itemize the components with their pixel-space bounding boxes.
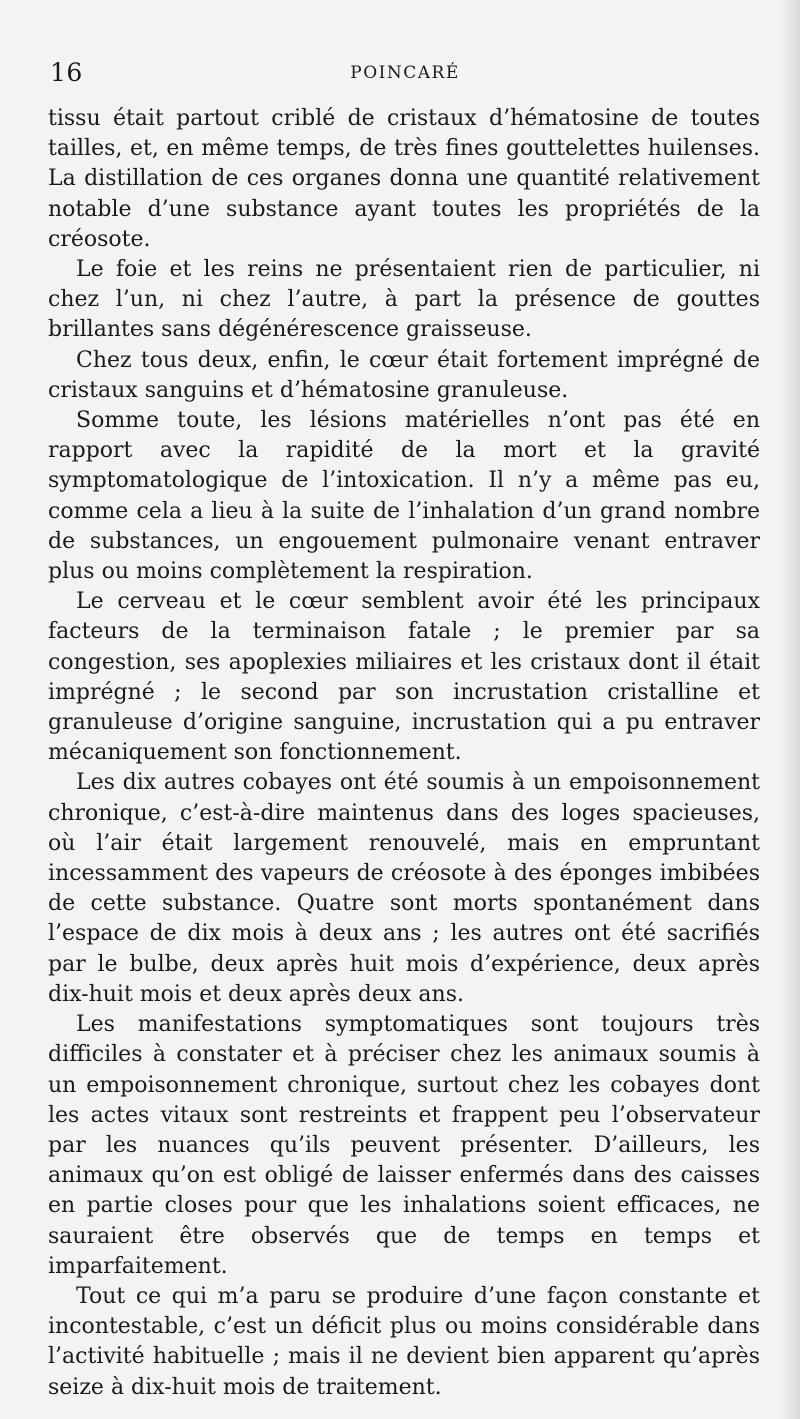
running-title: POINCARÉ (350, 63, 460, 83)
page-edge-shadow (778, 0, 800, 1419)
body-text (48, 104, 760, 1403)
paragraph: Tout ce qui m’a paru se produire d’une façon constante et incontestable, c’est un déficit plus ou moins considérable dans l’activité habituelle ; mais il ne devient bien apparent qu’après seize à dix-huit mois de traitement. (48, 1283, 760, 1400)
paragraph: Les dix autres cobayes ont été soumis à un empoisonnement chronique, c’est-à-dire maintenus dans des loges spacieuses, où l’air était largement renouvelé, mais en empruntant incessamment des vapeurs de créosote à des éponges imbibées de cette substance. Quatre sont morts spontanément dans l’espace de dix mois à deux ans ; les autres ont été sacrifiés par le bulbe, deux après huit mois d’expérience, deux après dix-huit mois et deux après deux ans. (48, 770, 760, 1007)
paragraph: Les manifestations symptomatiques sont toujours très difficiles à constater et à préciser chez les animaux soumis à un empoisonnement chronique, surtout chez les cobayes dont les actes vitaux sont restreints et frappent peu l’observateur par les nuances qu’ils peuvent présenter. D’ailleurs, les animaux qu’on est obligé de laisser enfermés dans des caisses en partie closes pour que les inhalations soient efficaces, ne sauraient être observés que de temps en temps et imparfaitement. (48, 1012, 760, 1279)
paragraph: Somme toute, les lésions matérielles n’ont pas été en rapport avec la rapidité de la mort et la gravité symptomatologique de l’intoxication. Il n’y a même pas eu, comme cela a lieu à la suite de l’inhalation d’un grand nombre de substances, un engouement pulmonaire venant entraver plus ou moins complètement la respiration. (48, 408, 760, 585)
paragraph: tissu était partout criblé de cristaux d’hématosine de toutes tailles, et, en même temps, de très fines gouttelettes huilenses. La distillation de ces organes donna une quantité relativement notable d’une substance ayant toutes les propriétés de la créosote. (48, 106, 760, 252)
paragraph: Le foie et les reins ne présentaient rien de particulier, ni chez l’un, ni chez l’autre, à part la présence de gouttes brillantes sans dégénérescence graisseuse. (48, 257, 760, 343)
page-number: 16 (50, 58, 83, 87)
paragraph: Le cerveau et le cœur semblent avoir été les principaux facteurs de la terminaison fatale ; le premier par sa congestion, ses apoplexies miliaires et les cristaux dont il était imprégné ; le second par son incrustation cristalline et granuleuse d’origine sanguine, incrustation qui a pu entraver mécaniquement son fonctionnement. (48, 589, 760, 766)
paragraph: Chez tous deux, enfin, le cœur était fortement imprégné de cristaux sanguins et d’hématosine granuleuse. (48, 347, 760, 403)
page-header (50, 58, 760, 88)
